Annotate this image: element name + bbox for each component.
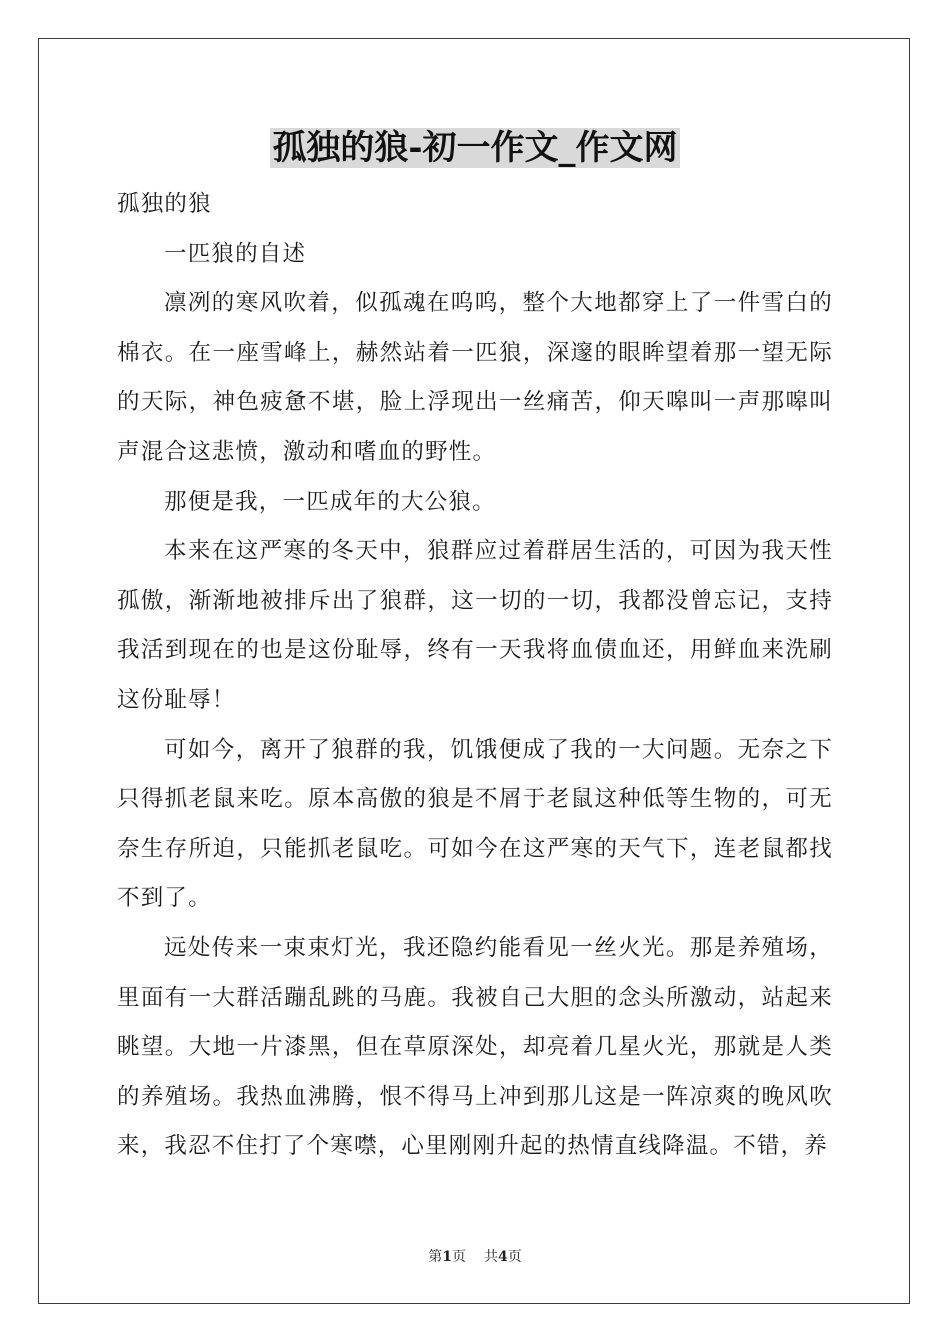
title-container — [0, 128, 950, 168]
article-heading: 孤独的狼 — [117, 191, 212, 217]
document-body — [117, 180, 833, 1172]
total-prefix: 共 — [484, 1249, 498, 1265]
page-suffix: 页 — [452, 1249, 466, 1265]
paragraph: 可如今，离开了狼群的我，饥饿便成了我的一大问题。无奈之下只得抓老鼠来吃。原本高傲的狼是不屑于老鼠这种低等生物的，可无奈生存所迫，只能抓老鼠吃。可如今在这严寒的天气下，连老鼠都找不到了。 — [117, 736, 833, 912]
article-subheading: 一匹狼的自述 — [164, 240, 307, 267]
total-page-number: 4 — [498, 1249, 508, 1265]
paragraph: 那便是我，一匹成年的大公狼。 — [164, 488, 496, 515]
paragraph: 远处传来一束束灯光，我还隐约能看见一丝火光。那是养殖场，里面有一大群活蹦乱跳的马鹿。我被自己大胆的念头所激动，站起来眺望。大地一片漆黑，但在草原深处，却亮着几星火光，那就是人类的养殖场。我热血沸腾，恨不得马上冲到那儿这是一阵凉爽的晚风吹来，我忍不住打了个寒噤，心里刚刚升起的热情直线降温。不错，养 — [117, 934, 833, 1160]
page-footer — [0, 1246, 950, 1266]
paragraph: 凛冽的寒风吹着，似孤魂在呜呜，整个大地都穿上了一件雪白的棉衣。在一座雪峰上，赫然站着一匹狼，深邃的眼眸望着那一望无际的天际，神色疲惫不堪，脸上浮现出一丝痛苦，仰天嗥叫一声那嗥叫声混合这悲愤，激动和嗜血的野性。 — [117, 290, 833, 465]
current-page-number: 1 — [442, 1249, 452, 1265]
paragraph: 本来在这严寒的冬天中，狼群应过着群居生活的，可因为我天性孤傲，渐渐地被排斥出了狼群，这一切的一切，我都没曾忘记，支持我活到现在的也是这份耻辱，终有一天我将血债血还，用鲜血来洗刷这份耻辱！ — [117, 538, 833, 713]
page-prefix: 第 — [428, 1249, 443, 1265]
document-title: 孤独的狼-初一作文_作文网 — [272, 128, 678, 168]
total-suffix: 页 — [507, 1249, 522, 1265]
